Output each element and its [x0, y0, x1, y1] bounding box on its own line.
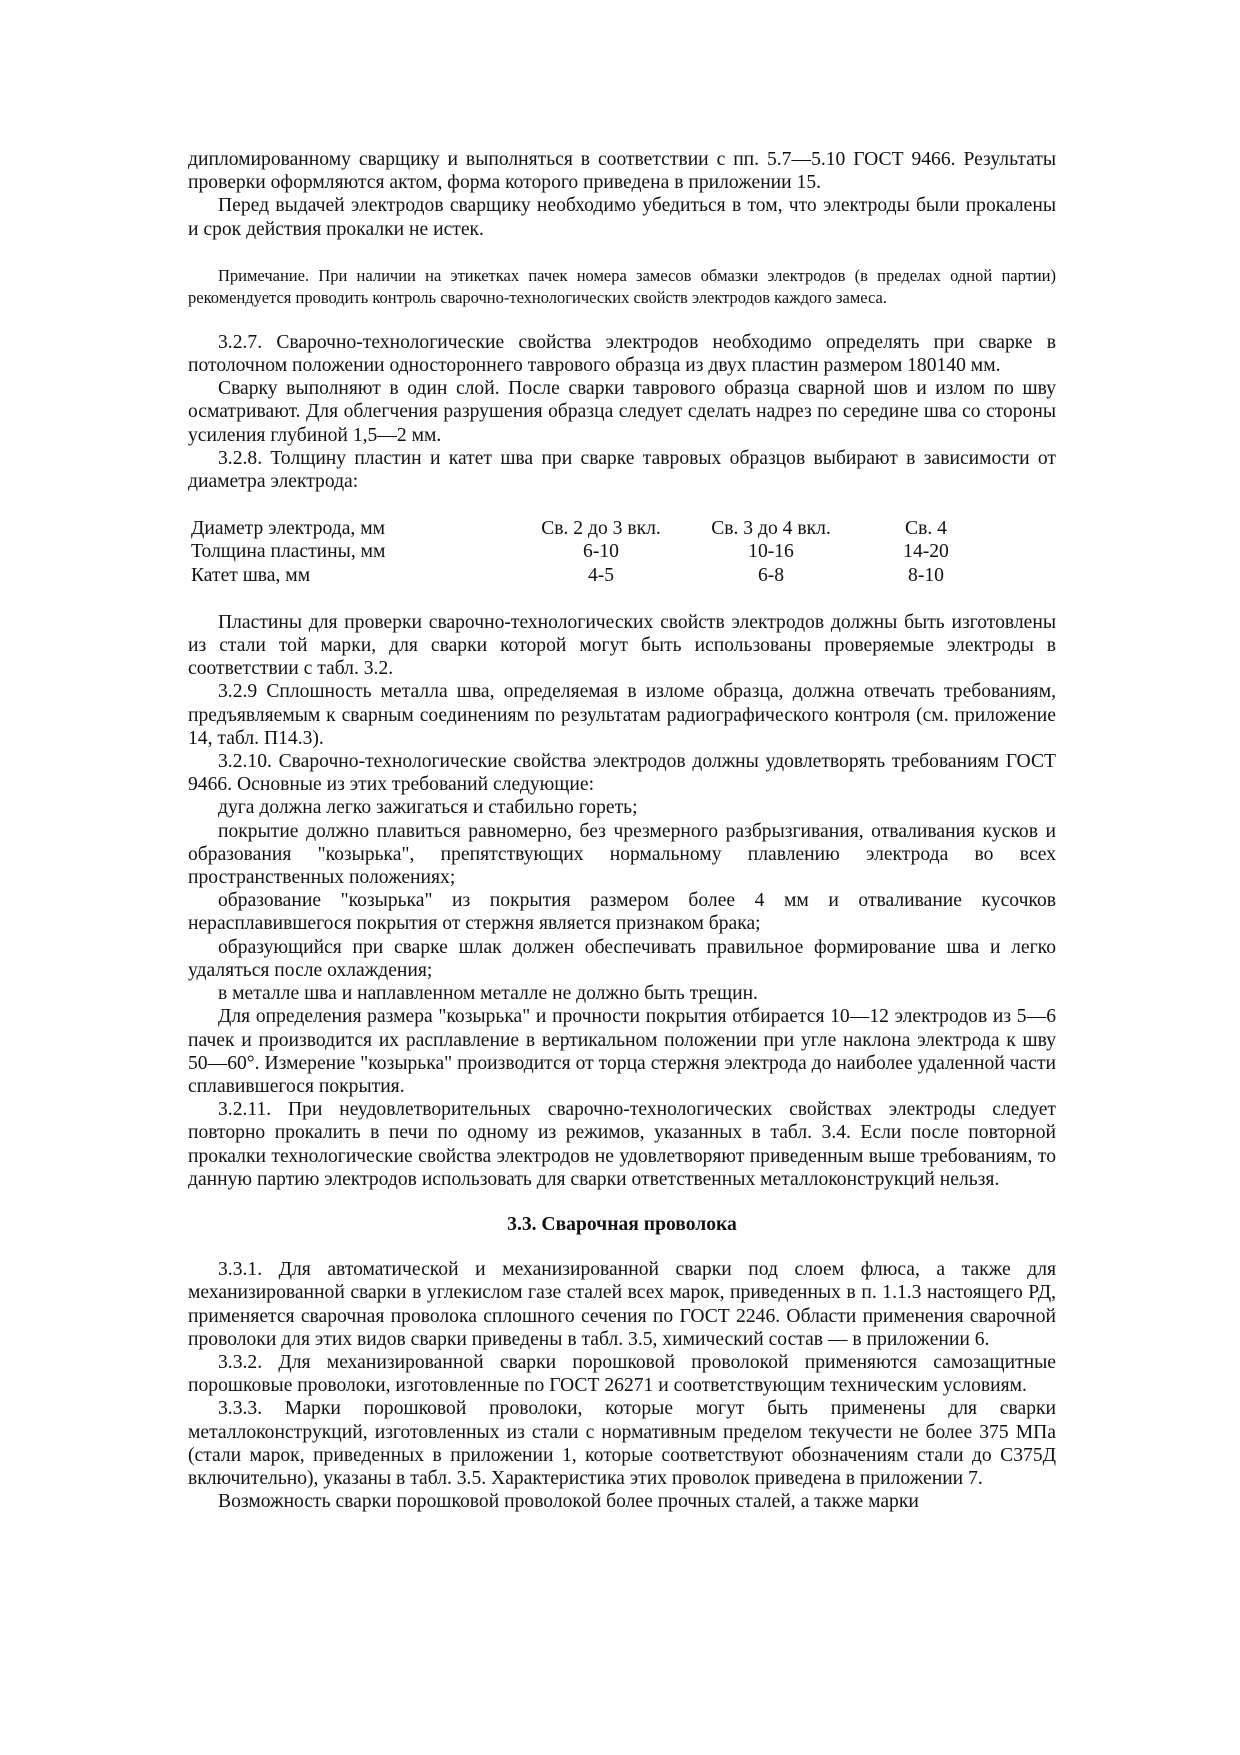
note: Примечание. При наличии на этикетках пачек номера замесов обмазки электродов (в пределах одной партии) рекомендуется проводить контроль сварочно-технологических свойств электродов каждого замеса. — [188, 265, 1056, 307]
list-item: образующийся при сварке шлак должен обеспечивать правильное формирование шва и легко удаляться после охлаждения; — [188, 936, 1056, 981]
section-title: 3.3. Сварочная проволока — [507, 1213, 737, 1235]
paragraph: 3.2.10. Сварочно-технологические свойства электродов должны удовлетворять требованиям ГОСТ 9466. Основные из этих требований следующие: — [188, 751, 1056, 796]
paragraph: дипломированному сварщику и выполняться в соответствии с пп. 5.7—5.10 ГОСТ 9466. Результаты проверки оформляются актом, форма которого приведена в приложении 15. — [188, 149, 1056, 194]
table-cell: Толщина пластины, мм — [191, 541, 386, 563]
document-page — [188, 148, 1056, 1513]
paragraph: Сварку выполняют в один слой. После сварки таврового образца сварной шов и излом по шву осматривают. Для облегчения разрушения образца следует сделать надрез по середине шва со стороны усиления глубиной 1,5—2 мм. — [188, 378, 1056, 446]
table-row — [191, 517, 991, 540]
paragraph: 3.2.9 Сплошность металла шва, определяемая в изломе образца, должна отвечать требованиям, предъявляемым к сварным соединениям по результатам радиографического контроля (см. приложение 14, табл. П14.3). — [188, 681, 1056, 749]
table-cell: Св. 4 — [905, 518, 947, 540]
list-item: в металле шва и наплавленном металле не должно быть трещин. — [218, 983, 758, 1005]
paragraph: Возможность сварки порошковой проволокой более прочных сталей, а также марки — [218, 1491, 919, 1513]
list-item: дуга должна легко зажигаться и стабильно гореть; — [218, 797, 638, 819]
paragraph: Перед выдачей электродов сварщику необходимо убедиться в том, что электроды были прокалены и срок действия прокалки не истек. — [188, 195, 1056, 240]
paragraph: 3.2.7. Сварочно-технологические свойства электродов необходимо определять при сварке в потолочном положении одностороннего таврового образца из двух пластин размером 180140 мм. — [188, 331, 1056, 377]
table-row — [191, 540, 991, 563]
table-cell: 6-8 — [757, 564, 785, 586]
paragraph: 3.3.3. Марки порошковой проволоки, которые могут быть применены для сварки металлоконструкций, изготовленных из стали с нормативным пределом текучести не более 375 МПа (стали марок, приведенных в приложении 1, которые соответствуют обозначениям стали до С375Д включительно), указаны в табл. 3.5. Характеристика этих проволок приведена в приложении 7. — [188, 1398, 1056, 1489]
electrode-dimensions-table — [191, 517, 991, 587]
list-item: образование "козырька" из покрытия размером более 4 мм и отваливание кусочков нерасплавившегося покрытия от стержня является признаком брака; — [188, 890, 1056, 935]
table-cell: Св. 2 до 3 вкл. — [541, 518, 661, 540]
table-row — [191, 564, 991, 587]
table-cell: Диаметр электрода, мм — [191, 518, 386, 540]
paragraph: Для определения размера "козырька" и прочности покрытия отбирается 10—12 электродов из 5—6 пачек и производится их расплавление в вертикальном положении при угле наклона электрода к шву 50—60°. Измерение "козырька" производится от торца стержня электрода до наиболее удаленной части сплавившегося покрытия. — [188, 1006, 1056, 1097]
table-cell: 14-20 — [903, 541, 949, 563]
table-cell: 4-5 — [587, 564, 615, 586]
paragraph: Пластины для проверки сварочно-технологических свойств электродов должны быть изготовлены из стали той марки, для сварки которой могут быть использованы проверяемые электроды в соответствии с табл. 3.2. — [188, 611, 1056, 680]
table-cell: 8-10 — [908, 564, 944, 586]
table-cell: Катет шва, мм — [191, 564, 311, 586]
paragraph: 3.2.11. При неудовлетворительных сварочно-технологических свойствах электроды следует повторно прокалить в печи по одному из режимов, указанных в табл. 3.4. Если после повторной прокалки технологические свойства электродов не удовлетворяют приведенным выше требованиям, то данную партию электродов использовать для сварки ответственных металлоконструкций нельзя. — [188, 1099, 1056, 1190]
paragraph: 3.2.8. Толщину пластин и катет шва при сварке тавровых образцов выбирают в зависимости от диаметра электрода: — [188, 447, 1056, 493]
table-cell: 6-10 — [583, 541, 619, 563]
paragraph: 3.3.1. Для автоматической и механизированной сварки под слоем флюса, а также для механизированной сварки в углекислом газе сталей всех марок, приведенных в п. 1.1.3 настоящего РД, применяется сварочная проволока сплошного сечения по ГОСТ 2246. Области применения сварочной проволоки для этих видов сварки приведены в табл. 3.5, химический состав — в приложении 6. — [188, 1259, 1056, 1350]
table-cell: Св. 3 до 4 вкл. — [711, 518, 831, 540]
table-cell: 10-16 — [748, 541, 794, 563]
list-item: покрытие должно плавиться равномерно, без чрезмерного разбрызгивания, отваливания кусков и образования "козырька", препятствующих нормальному плавлению электрода во всех пространственных положениях; — [188, 820, 1056, 889]
paragraph: 3.3.2. Для механизированной сварки порошковой проволокой применяются самозащитные порошковые проволоки, изготовленные по ГОСТ 26271 и соответствующим техническим условиям. — [188, 1351, 1056, 1397]
